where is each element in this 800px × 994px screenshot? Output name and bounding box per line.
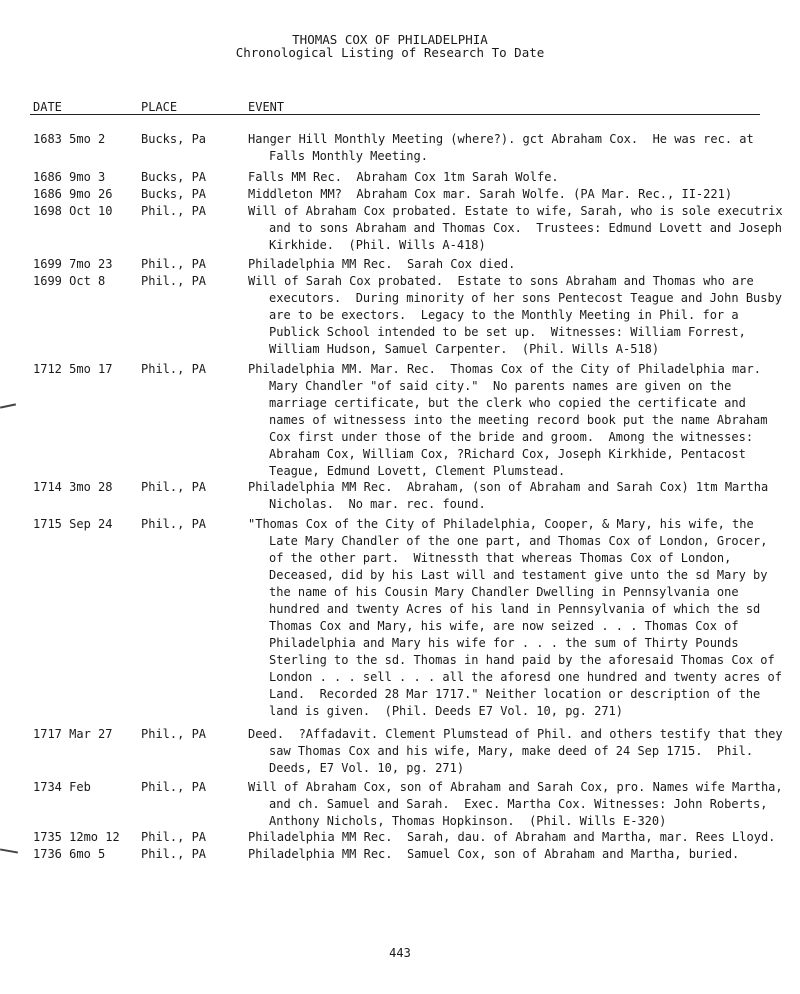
entry-event-line: Anthony Nichols, Thomas Hopkinson. (Phil. Wills E-320) bbox=[269, 814, 667, 828]
entry-place: Phil., PA bbox=[141, 274, 207, 288]
entry-date: 1698 Oct 10 bbox=[33, 204, 113, 218]
entry-place: Bucks, PA bbox=[141, 170, 207, 184]
entry-event-line: William Hudson, Samuel Carpenter. (Phil. Wills A-518) bbox=[269, 342, 660, 356]
entry-event-line: Will of Abraham Cox, son of Abraham and Sarah Cox, pro. Names wife Martha, bbox=[248, 780, 783, 794]
entry-event bbox=[248, 846, 773, 863]
entry-event-line: Nicholas. No mar. rec. found. bbox=[269, 497, 486, 511]
document-title: THOMAS COX OF PHILADELPHIA bbox=[292, 32, 488, 47]
entry-event-line: Philadelphia MM Rec. Sarah Cox died. bbox=[248, 257, 516, 271]
entry-date: 1714 3mo 28 bbox=[33, 480, 113, 494]
column-header-event: EVENT bbox=[248, 100, 285, 114]
entry-event-line: Will of Abraham Cox probated. Estate to wife, Sarah, who is sole executrix bbox=[248, 204, 783, 218]
entry-event-line: and ch. Samuel and Sarah. Exec. Martha Cox. Witnesses: John Roberts, bbox=[269, 797, 768, 811]
entry-date: 1717 Mar 27 bbox=[33, 727, 113, 741]
entry-event-line: Hanger Hill Monthly Meeting (where?). gct Abraham Cox. He was rec. at bbox=[248, 132, 754, 146]
entry-event-line: saw Thomas Cox and his wife, Mary, make deed of 24 Sep 1715. Phil. bbox=[269, 744, 754, 758]
entry-event-line: hundred and twenty Acres of his land in Pennsylvania of which the sd bbox=[269, 602, 761, 616]
entry-event-line: Sterling to the sd. Thomas in hand paid by the aforesaid Thomas Cox of bbox=[269, 653, 775, 667]
entry-date: 1686 9mo 26 bbox=[33, 187, 113, 201]
entry-event-line: Deed. ?Affadavit. Clement Plumstead of Phil. and others testify that they bbox=[248, 727, 783, 741]
entry-event bbox=[248, 361, 773, 480]
entry-event bbox=[248, 203, 783, 254]
entry-event-line: Abraham Cox, William Cox, ?Richard Cox, Joseph Kirkhide, Pentacost bbox=[269, 447, 746, 461]
entry-event-line: "Thomas Cox of the City of Philadelphia, Cooper, & Mary, his wife, the bbox=[248, 517, 754, 531]
entry-date: 1699 7mo 23 bbox=[33, 257, 113, 271]
entry-event-line: and to sons Abraham and Thomas Cox. Trustees: Edmund Lovett and Joseph bbox=[269, 221, 782, 235]
entry-place: Phil., PA bbox=[141, 727, 207, 741]
entry-place: Phil., PA bbox=[141, 780, 207, 794]
entry-event bbox=[248, 131, 773, 165]
entry-event-line: Late Mary Chandler of the one part, and Thomas Cox of London, Grocer, bbox=[269, 534, 768, 548]
entry-event bbox=[248, 186, 773, 203]
entry-date: 1686 9mo 3 bbox=[33, 170, 106, 184]
entry-place: Phil., PA bbox=[141, 517, 207, 531]
entry-place: Phil., PA bbox=[141, 830, 207, 844]
entry-event-line: Land. Recorded 28 Mar 1717." Neither location or description of the bbox=[269, 687, 761, 701]
entry-event bbox=[248, 273, 782, 358]
entry-date: 1735 12mo 12 bbox=[33, 830, 120, 844]
entry-event bbox=[248, 726, 783, 777]
entry-event-line: Middleton MM? Abraham Cox mar. Sarah Wolfe. (PA Mar. Rec., II-221) bbox=[248, 187, 733, 201]
entry-event-line: Publick School intended to be set up. Witnesses: William Forrest, bbox=[269, 325, 746, 339]
entry-place: Bucks, PA bbox=[141, 187, 207, 201]
entry-event-line: Philadelphia and Mary his wife for . . . the sum of Thirty Pounds bbox=[269, 636, 739, 650]
entry-event-line: Falls MM Rec. Abraham Cox 1tm Sarah Wolfe. bbox=[248, 170, 559, 184]
entry-event-line: Mary Chandler "of said city." No parents names are given on the bbox=[269, 379, 732, 393]
entry-event bbox=[248, 516, 782, 720]
entry-event-line: Thomas Cox and Mary, his wife, are now seized . . . Thomas Cox of bbox=[269, 619, 739, 633]
entry-event-line: Teague, Edmund Lovett, Clement Plumstead. bbox=[269, 464, 566, 478]
page-number: 443 bbox=[389, 946, 411, 960]
entry-event bbox=[248, 169, 773, 186]
entry-date: 1712 5mo 17 bbox=[33, 362, 113, 376]
entry-place: Phil., PA bbox=[141, 480, 207, 494]
header-rule bbox=[30, 114, 760, 115]
entry-event-line: Falls Monthly Meeting. bbox=[269, 149, 428, 163]
entry-place: Phil., PA bbox=[141, 362, 207, 376]
entry-event-line: Deceased, did by his Last will and testament give unto the sd Mary by bbox=[269, 568, 768, 582]
entry-event-line: Philadelphia MM Rec. Samuel Cox, son of Abraham and Martha, buried. bbox=[248, 847, 740, 861]
entry-place: Phil., PA bbox=[141, 257, 207, 271]
entry-event bbox=[248, 256, 773, 273]
entry-event-line: London . . . sell . . . all the aforesd one hundred and twenty acres of bbox=[269, 670, 782, 684]
entry-place: Phil., PA bbox=[141, 847, 207, 861]
entry-event-line: Philadelphia MM Rec. Abraham, (son of Abraham and Sarah Cox) 1tm Martha bbox=[248, 480, 769, 494]
entry-place: Bucks, Pa bbox=[141, 132, 207, 146]
entry-event-line: Cox first under those of the bride and groom. Among the witnesses: bbox=[269, 430, 754, 444]
entry-event-line: Philadelphia MM Rec. Sarah, dau. of Abraham and Martha, mar. Rees Lloyd. bbox=[248, 830, 776, 844]
entry-event-line: Deeds, E7 Vol. 10, pg. 271) bbox=[269, 761, 465, 775]
entry-place: Phil., PA bbox=[141, 204, 207, 218]
column-header-date: DATE bbox=[33, 100, 62, 114]
entry-event bbox=[248, 829, 776, 846]
entry-event bbox=[248, 479, 773, 513]
entry-event-line: of the other part. Witnessth that whereas Thomas Cox of London, bbox=[269, 551, 732, 565]
margin-mark bbox=[0, 848, 18, 853]
entry-date: 1699 Oct 8 bbox=[33, 274, 106, 288]
margin-mark bbox=[0, 403, 16, 408]
entry-event bbox=[248, 779, 783, 830]
entry-event-line: Will of Sarah Cox probated. Estate to sons Abraham and Thomas who are bbox=[248, 274, 754, 288]
document-subtitle: Chronological Listing of Research To Date bbox=[235, 45, 545, 60]
entry-event-line: are to be exectors. Legacy to the Monthly Meeting in Phil. for a bbox=[269, 308, 739, 322]
entry-event-line: land is given. (Phil. Deeds E7 Vol. 10, pg. 271) bbox=[269, 704, 624, 718]
entry-date: 1736 6mo 5 bbox=[33, 847, 106, 861]
entry-date: 1683 5mo 2 bbox=[33, 132, 106, 146]
entry-event-line: the name of his Cousin Mary Chandler Dwelling in Pennsylvania one bbox=[269, 585, 739, 599]
column-header-place: PLACE bbox=[141, 100, 178, 114]
entry-event-line: executors. During minority of her sons Pentecost Teague and John Busby bbox=[269, 291, 782, 305]
entry-date: 1715 Sep 24 bbox=[33, 517, 113, 531]
entry-event-line: marriage certificate, but the clerk who copied the certificate and bbox=[269, 396, 746, 410]
entry-event-line: Kirkhide. (Phil. Wills A-418) bbox=[269, 238, 486, 252]
entry-event-line: names of witnessess into the meeting record book put the name Abraham bbox=[269, 413, 768, 427]
entry-event-line: Philadelphia MM. Mar. Rec. Thomas Cox of the City of Philadelphia mar. bbox=[248, 362, 761, 376]
entry-date: 1734 Feb bbox=[33, 780, 91, 794]
